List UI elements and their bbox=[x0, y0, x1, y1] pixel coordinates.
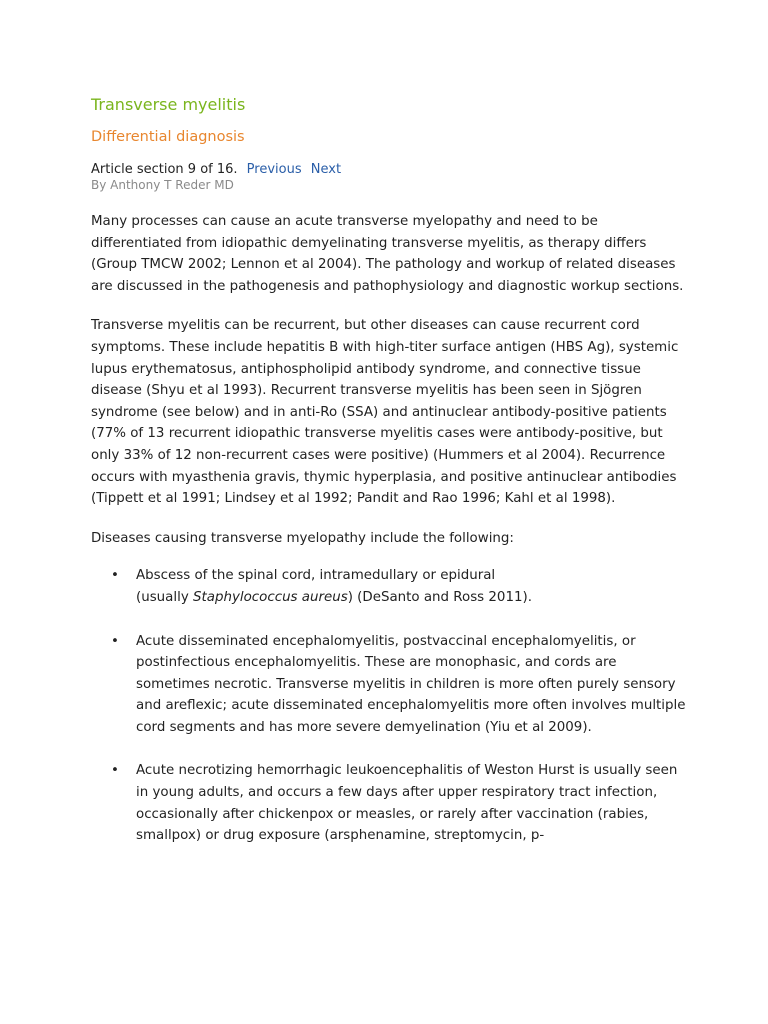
list-item bbox=[91, 565, 691, 608]
bullet-icon: • bbox=[111, 568, 119, 584]
section-heading: Differential diagnosis bbox=[91, 129, 245, 145]
list-item bbox=[91, 631, 691, 739]
article-page bbox=[91, 94, 691, 869]
list-item-text: Acute necrotizing hemorrhagic leukoencephalitis of Weston Hurst is usually seen in young adults, and occurs a few days after upper respiratory tract infection, occasionally after chickenpox or measles, or rarely after vaccination (rabies, smallpox) or drug exposure (arsphenamine, streptomycin, p- bbox=[136, 763, 678, 844]
bullet-icon: • bbox=[111, 763, 119, 779]
section-navigation bbox=[91, 162, 691, 178]
list-item-text: (usually bbox=[136, 589, 194, 605]
bullet-icon: • bbox=[111, 633, 119, 649]
author-byline: By Anthony T Reder MD bbox=[91, 178, 234, 192]
disease-list bbox=[91, 565, 691, 847]
species-name: Staphylococcus aureus bbox=[193, 589, 348, 605]
paragraph-intro: Many processes can cause an acute transverse myelopathy and need to be differentiated from idiopathic demyelinating transverse myelitis, as therapy differs (Group TMCW 2002; Lennon et al 2004). The pathology and workup of related diseases are discussed in the pathogenesis and pathophysiology and diagnostic workup sections. bbox=[91, 214, 684, 294]
list-item-text: Abscess of the spinal cord, intramedullary or epidural bbox=[136, 568, 496, 584]
next-link[interactable]: Next bbox=[310, 162, 342, 177]
paragraph-recurrent: Transverse myelitis can be recurrent, but other diseases can cause recurrent cord symptoms. These include hepatitis B with high-titer surface antigen (HBS Ag), systemic lupus erythematosus, antiphospholipid antibody syndrome, and connective tissue disease (Shyu et al 1993). Recurrent transverse myelitis has been seen in Sjögren syndrome (see below) and in anti-Ro (SSA) and antinuclear antibody-positive patients (77% of 13 recurrent idiopathic transverse myelitis cases were antibody-positive, but only 33% of 12 non-recurrent cases were positive) (Hummers et al 2004). Recurrence occurs with myasthenia gravis, thymic hyperplasia, and positive antinuclear antibodies (Tippett et al 1991; Lindsey et al 1992; Pandit and Rao 1996; Kahl et al 1998). bbox=[91, 318, 679, 507]
list-item bbox=[91, 760, 691, 846]
list-item-text: ) (DeSanto and Ross 2011). bbox=[347, 589, 532, 605]
paragraph-list-intro: Diseases causing transverse myelopathy include the following: bbox=[91, 530, 514, 546]
previous-link[interactable]: Previous bbox=[246, 162, 302, 177]
list-item-text: Acute disseminated encephalomyelitis, postvaccinal encephalomyelitis, or postinfectious encephalomyelitis. These are monophasic, and cords are sometimes necrotic. Transverse myelitis in children is more often purely sensory and areflexic; acute disseminated encephalomyelitis more often involves multiple cord segments and has more severe demyelination (Yiu et al 2009). bbox=[136, 633, 686, 735]
article-title: Transverse myelitis bbox=[91, 95, 246, 114]
section-counter: Article section 9 of 16. bbox=[91, 162, 238, 177]
